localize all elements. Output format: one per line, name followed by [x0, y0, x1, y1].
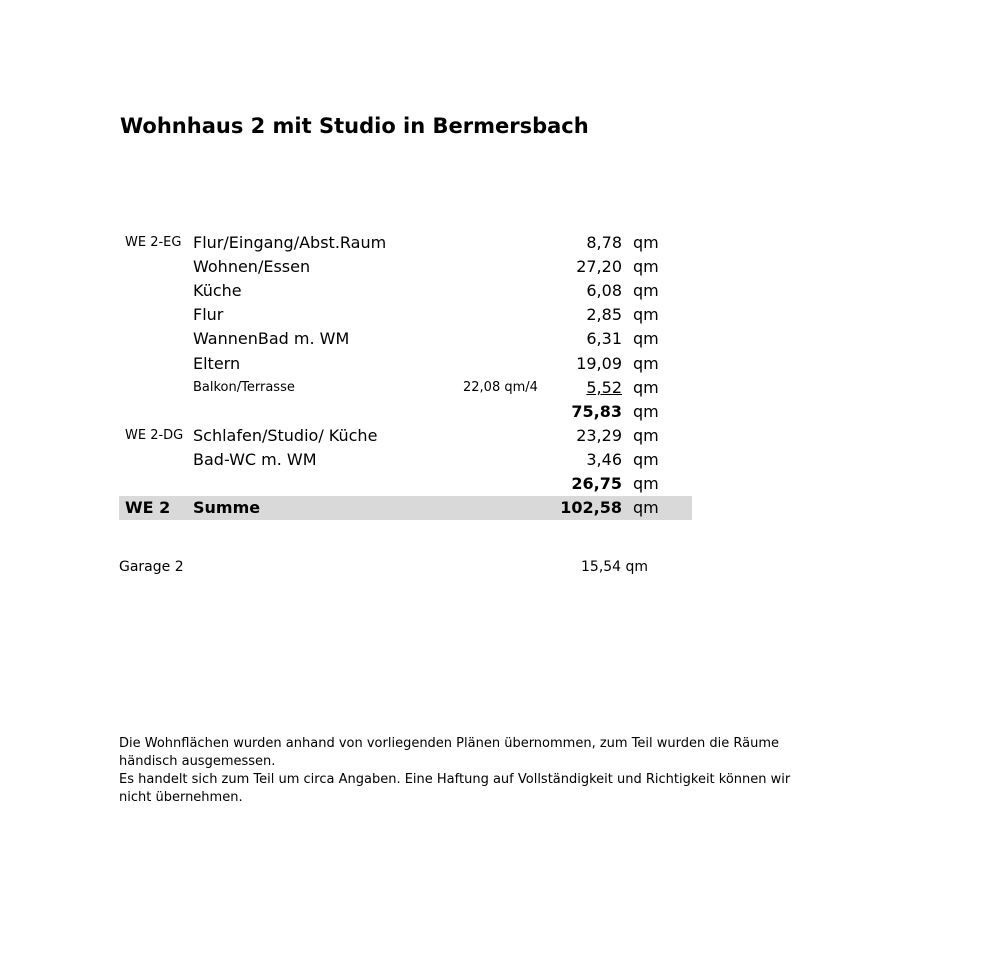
- room-name: Eltern: [193, 354, 241, 373]
- garage-label: Garage 2: [119, 559, 184, 575]
- room-area: 6,08: [586, 281, 622, 300]
- table-row: [119, 255, 692, 279]
- area-unit: qm: [633, 450, 659, 469]
- room-name: Bad-WC m. WM: [193, 450, 317, 469]
- disclaimer-line: Die Wohnflächen wurden anhand von vorliegenden Plänen übernommen, zum Teil wurden die Räume händisch ausgemessen.: [119, 736, 779, 769]
- area-unit: qm: [633, 426, 659, 445]
- area-unit: qm: [633, 233, 659, 252]
- total-unit-label: WE 2: [125, 498, 171, 517]
- table-row: [119, 327, 692, 351]
- subtotal-area: 26,75: [571, 474, 622, 493]
- room-area: 27,20: [576, 257, 622, 276]
- room-name: WannenBad m. WM: [193, 329, 350, 348]
- room-name: Flur: [193, 305, 224, 324]
- total-label: Summe: [193, 498, 261, 517]
- area-calculation: 22,08 qm/4: [463, 380, 538, 395]
- area-unit: qm: [633, 402, 659, 421]
- table-row: [119, 448, 692, 472]
- area-unit: qm: [633, 498, 659, 517]
- table-row: [119, 231, 692, 255]
- room-area: 6,31: [586, 329, 622, 348]
- room-area: 19,09: [576, 354, 622, 373]
- table-row: [119, 352, 692, 376]
- room-area: 23,29: [576, 426, 622, 445]
- table-row: [119, 376, 692, 400]
- room-area: 5,52: [586, 378, 622, 397]
- area-unit: qm: [633, 305, 659, 324]
- area-unit: qm: [633, 474, 659, 493]
- unit-label: WE 2-EG: [125, 235, 182, 250]
- page-title: Wohnhaus 2 mit Studio in Bermersbach: [120, 114, 589, 138]
- subtotal-row: [119, 472, 692, 496]
- room-name: Schlafen/Studio/ Küche: [193, 426, 378, 445]
- table-row: [119, 424, 692, 448]
- room-name: Balkon/Terrasse: [193, 380, 295, 395]
- subtotal-row: [119, 400, 692, 424]
- room-area: 2,85: [586, 305, 622, 324]
- area-unit: qm: [633, 329, 659, 348]
- area-unit: qm: [633, 281, 659, 300]
- room-name: Küche: [193, 281, 242, 300]
- total-area: 102,58: [560, 498, 622, 517]
- unit-label: WE 2-DG: [125, 428, 184, 443]
- garage-area: 15,54 qm: [581, 559, 649, 575]
- disclaimer-note: [119, 735, 819, 807]
- room-name: Flur/Eingang/Abst.Raum: [193, 233, 387, 252]
- room-name: Wohnen/Essen: [193, 257, 311, 276]
- area-unit: qm: [633, 257, 659, 276]
- area-unit: qm: [633, 378, 659, 397]
- table-row: [119, 279, 692, 303]
- subtotal-area: 75,83: [571, 402, 622, 421]
- room-area: 8,78: [586, 233, 622, 252]
- total-row: [119, 496, 692, 520]
- room-area: 3,46: [586, 450, 622, 469]
- disclaimer-line: Es handelt sich zum Teil um circa Angaben. Eine Haftung auf Vollständigkeit und Richtigkeit können wir nicht übernehmen.: [119, 772, 791, 805]
- area-unit: qm: [633, 354, 659, 373]
- table-row: [119, 303, 692, 327]
